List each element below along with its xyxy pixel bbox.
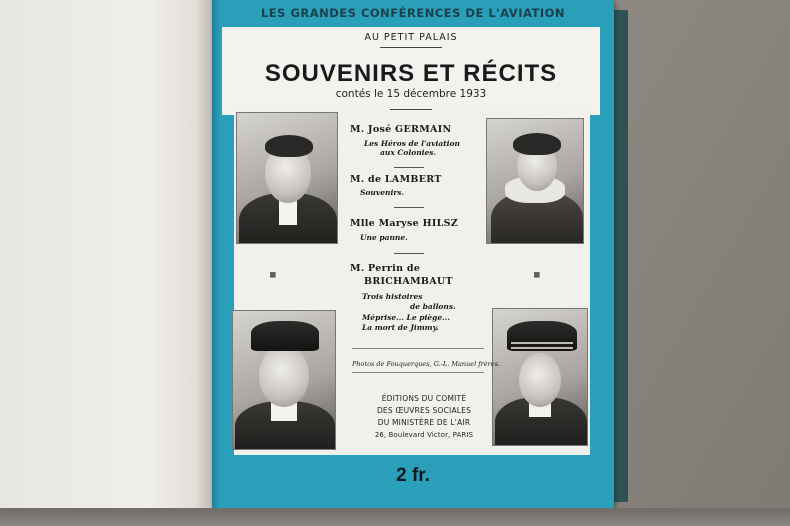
table-bottom — [0, 508, 790, 526]
speaker-name: M. José GERMAIN — [350, 124, 452, 135]
publisher-address: 26, Boulevard Victor, PARIS — [374, 431, 474, 439]
publisher-block — [354, 393, 494, 441]
portrait-germain — [236, 112, 338, 244]
portrait-lambert — [232, 310, 336, 450]
ornament-icon: ▦ — [534, 270, 540, 280]
credit-rule-top — [352, 348, 484, 349]
speaker-subtitle: Une panne. — [360, 233, 408, 242]
speaker-subtitle: Les Héros de l'aviation — [364, 139, 460, 148]
speaker-subtitle: La mort de Jimmy. — [362, 323, 439, 332]
speaker-name: M. de LAMBERT — [350, 174, 442, 185]
title-rule-top — [380, 47, 442, 48]
speaker-name: BRICHAMBAUT — [364, 276, 453, 287]
cover-left-edge — [212, 0, 220, 508]
content-panel — [234, 110, 590, 455]
ornament-icon: ▦ — [270, 270, 276, 280]
speaker-subtitle: Trois histoires — [362, 292, 423, 301]
title-panel — [222, 27, 600, 115]
speaker-subtitle: aux Colonies. — [380, 148, 437, 157]
divider — [394, 167, 424, 168]
date-line: contés le 15 décembre 1933 — [335, 88, 487, 100]
publisher-line: DES ŒUVRES SOCIALES — [376, 406, 472, 415]
publisher-line: DU MINISTÈRE DE L'AIR — [377, 418, 471, 427]
price-label: 2 fr. — [396, 465, 430, 486]
speaker-name: M. Perrin de — [350, 263, 421, 274]
portrait-hilsz — [486, 118, 584, 244]
divider — [394, 207, 424, 208]
speaker-subtitle: Méprise... Le piège... — [362, 313, 450, 322]
left-blank-page — [0, 0, 214, 512]
credit-rule-bottom — [352, 372, 484, 373]
series-title: LES GRANDES CONFÉRENCES DE L'AVIATION — [260, 6, 566, 20]
publisher-line: ÉDITIONS DU COMITÉ — [381, 394, 467, 403]
magazine-cover — [212, 0, 614, 508]
speaker-name: Mlle Maryse HILSZ — [350, 218, 458, 229]
venue-text: AU PETIT PALAIS — [364, 32, 458, 43]
divider — [394, 253, 424, 254]
photo-credit: Photos de Fouquerques, G.-L. Manuel frères. — [352, 360, 500, 368]
main-title: SOUVENIRS ET RÉCITS — [264, 60, 558, 87]
speaker-subtitle: de ballons. — [410, 302, 456, 311]
speaker-subtitle: Souvenirs. — [360, 188, 405, 197]
portrait-brichambaut — [492, 308, 588, 446]
